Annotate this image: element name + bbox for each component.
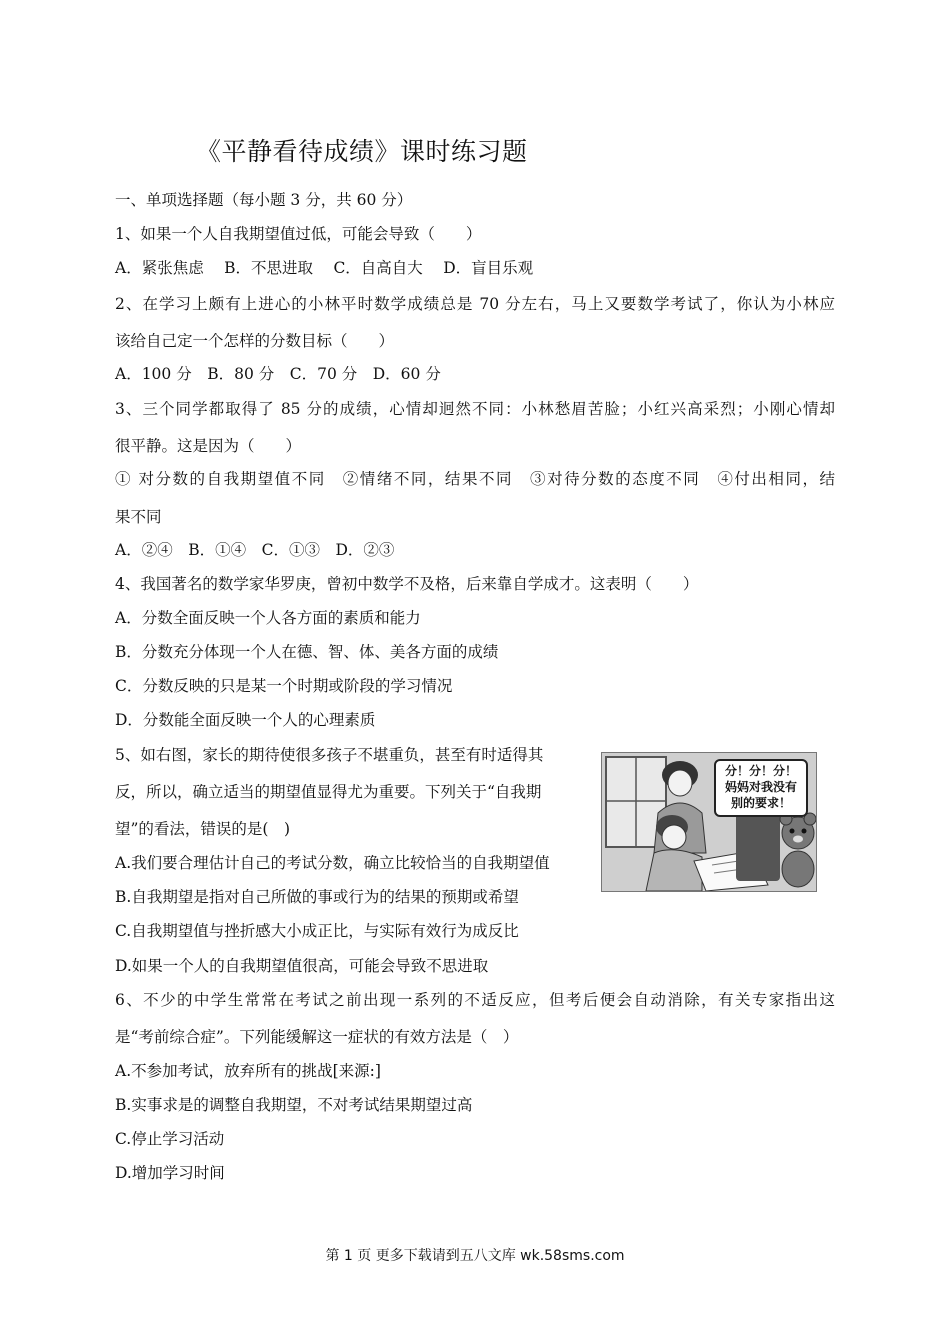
question-4-option-d: D．分数能全面反映一个人的心理素质 (115, 711, 376, 729)
speech-bubble-line2: 妈妈对我没有 (724, 780, 797, 794)
speech-bubble-line1: 分！分！分！ (724, 764, 797, 778)
question-4-option-a: A．分数全面反映一个人各方面的素质和能力 (115, 609, 421, 627)
question-6-option-c: C.停止学习活动 (115, 1130, 225, 1148)
question-3-items-line1: ① 对分数的自我期望值不同 ②情绪不同，结果不同 ③对待分数的态度不同 ④付出相同，结 (115, 470, 835, 488)
page-title: 《平静看待成绩》课时练习题 (196, 137, 528, 166)
question-6-stem-line1: 6、不少的中学生常常在考试之前出现一系列的不适反应，但考后便会自动消除，有关专家指出这 (115, 991, 835, 1009)
question-1-stem: 1、如果一个人自我期望值过低，可能会导致（ ） (115, 225, 482, 243)
question-4-stem: 4、我国著名的数学家华罗庚，曾初中数学不及格，后来靠自学成才。这表明（ ） (115, 575, 699, 593)
speech-bubble (714, 759, 808, 817)
question-3-stem-line1: 3、三个同学都取得了 85 分的成绩，心情却迥然不同：小林愁眉苦脸；小红兴高采烈；小刚心情却 (115, 400, 835, 418)
question-6-option-a: A.不参加考试，放弃所有的挑战[来源:] (115, 1062, 381, 1080)
question-5-option-a: A.我们要合理估计自己的考试分数，确立比较恰当的自我期望值 (115, 854, 550, 872)
question-3-items-line2: 果不同 (115, 508, 162, 526)
cartoon-illustration (601, 752, 817, 892)
question-5-option-b: B.自我期望是指对自己所做的事或行为的结果的预期或希望 (115, 888, 519, 906)
speech-bubble-line3: 别的要求！ (730, 796, 791, 810)
question-5-stem-line2: 反，所以，确立适当的期望值显得尤为重要。下列关于“自我期 (115, 783, 542, 801)
question-2-options: A．100 分 B．80 分 C．70 分 D．60 分 (115, 365, 441, 383)
question-6-option-b: B.实事求是的调整自我期望，不对考试结果期望过高 (115, 1096, 473, 1114)
question-4-option-c: C．分数反映的只是某一个时期或阶段的学习情况 (115, 677, 453, 695)
question-1-options: A．紧张焦虑 B．不思进取 C．自高自大 D．盲目乐观 (115, 259, 534, 277)
question-3-options: A．②④ B．①④ C．①③ D．②③ (115, 541, 395, 559)
question-5-option-c: C.自我期望值与挫折感大小成正比，与实际有效行为成反比 (115, 922, 519, 940)
section-heading: 一、单项选择题（每小题 3 分，共 60 分） (115, 191, 413, 209)
question-2-stem-line1: 2、在学习上颇有上进心的小林平时数学成绩总是 70 分左右，马上又要数学考试了，你认为小林应 (115, 295, 835, 313)
page-footer: 第 1 页 更多下载请到五八文库 wk.58sms.com (325, 1248, 625, 1264)
question-4-option-b: B．分数充分体现一个人在德、智、体、美各方面的成绩 (115, 643, 499, 661)
question-5-stem-line1: 5、如右图，家长的期待使很多孩子不堪重负，甚至有时适得其 (115, 746, 544, 764)
question-3-stem-line2: 很平静。这是因为（ ） (115, 437, 302, 455)
question-6-stem-line2: 是“考前综合症”。下列能缓解这一症状的有效方法是（ ） (115, 1028, 519, 1046)
question-6-option-d: D.增加学习时间 (115, 1164, 225, 1182)
question-5-stem-line3: 望”的看法，错误的是( ) (115, 820, 291, 838)
question-5-option-d: D.如果一个人的自我期望值很高，可能会导致不思进取 (115, 957, 489, 975)
question-2-stem-line2: 该给自己定一个怎样的分数目标（ ） (115, 332, 395, 350)
